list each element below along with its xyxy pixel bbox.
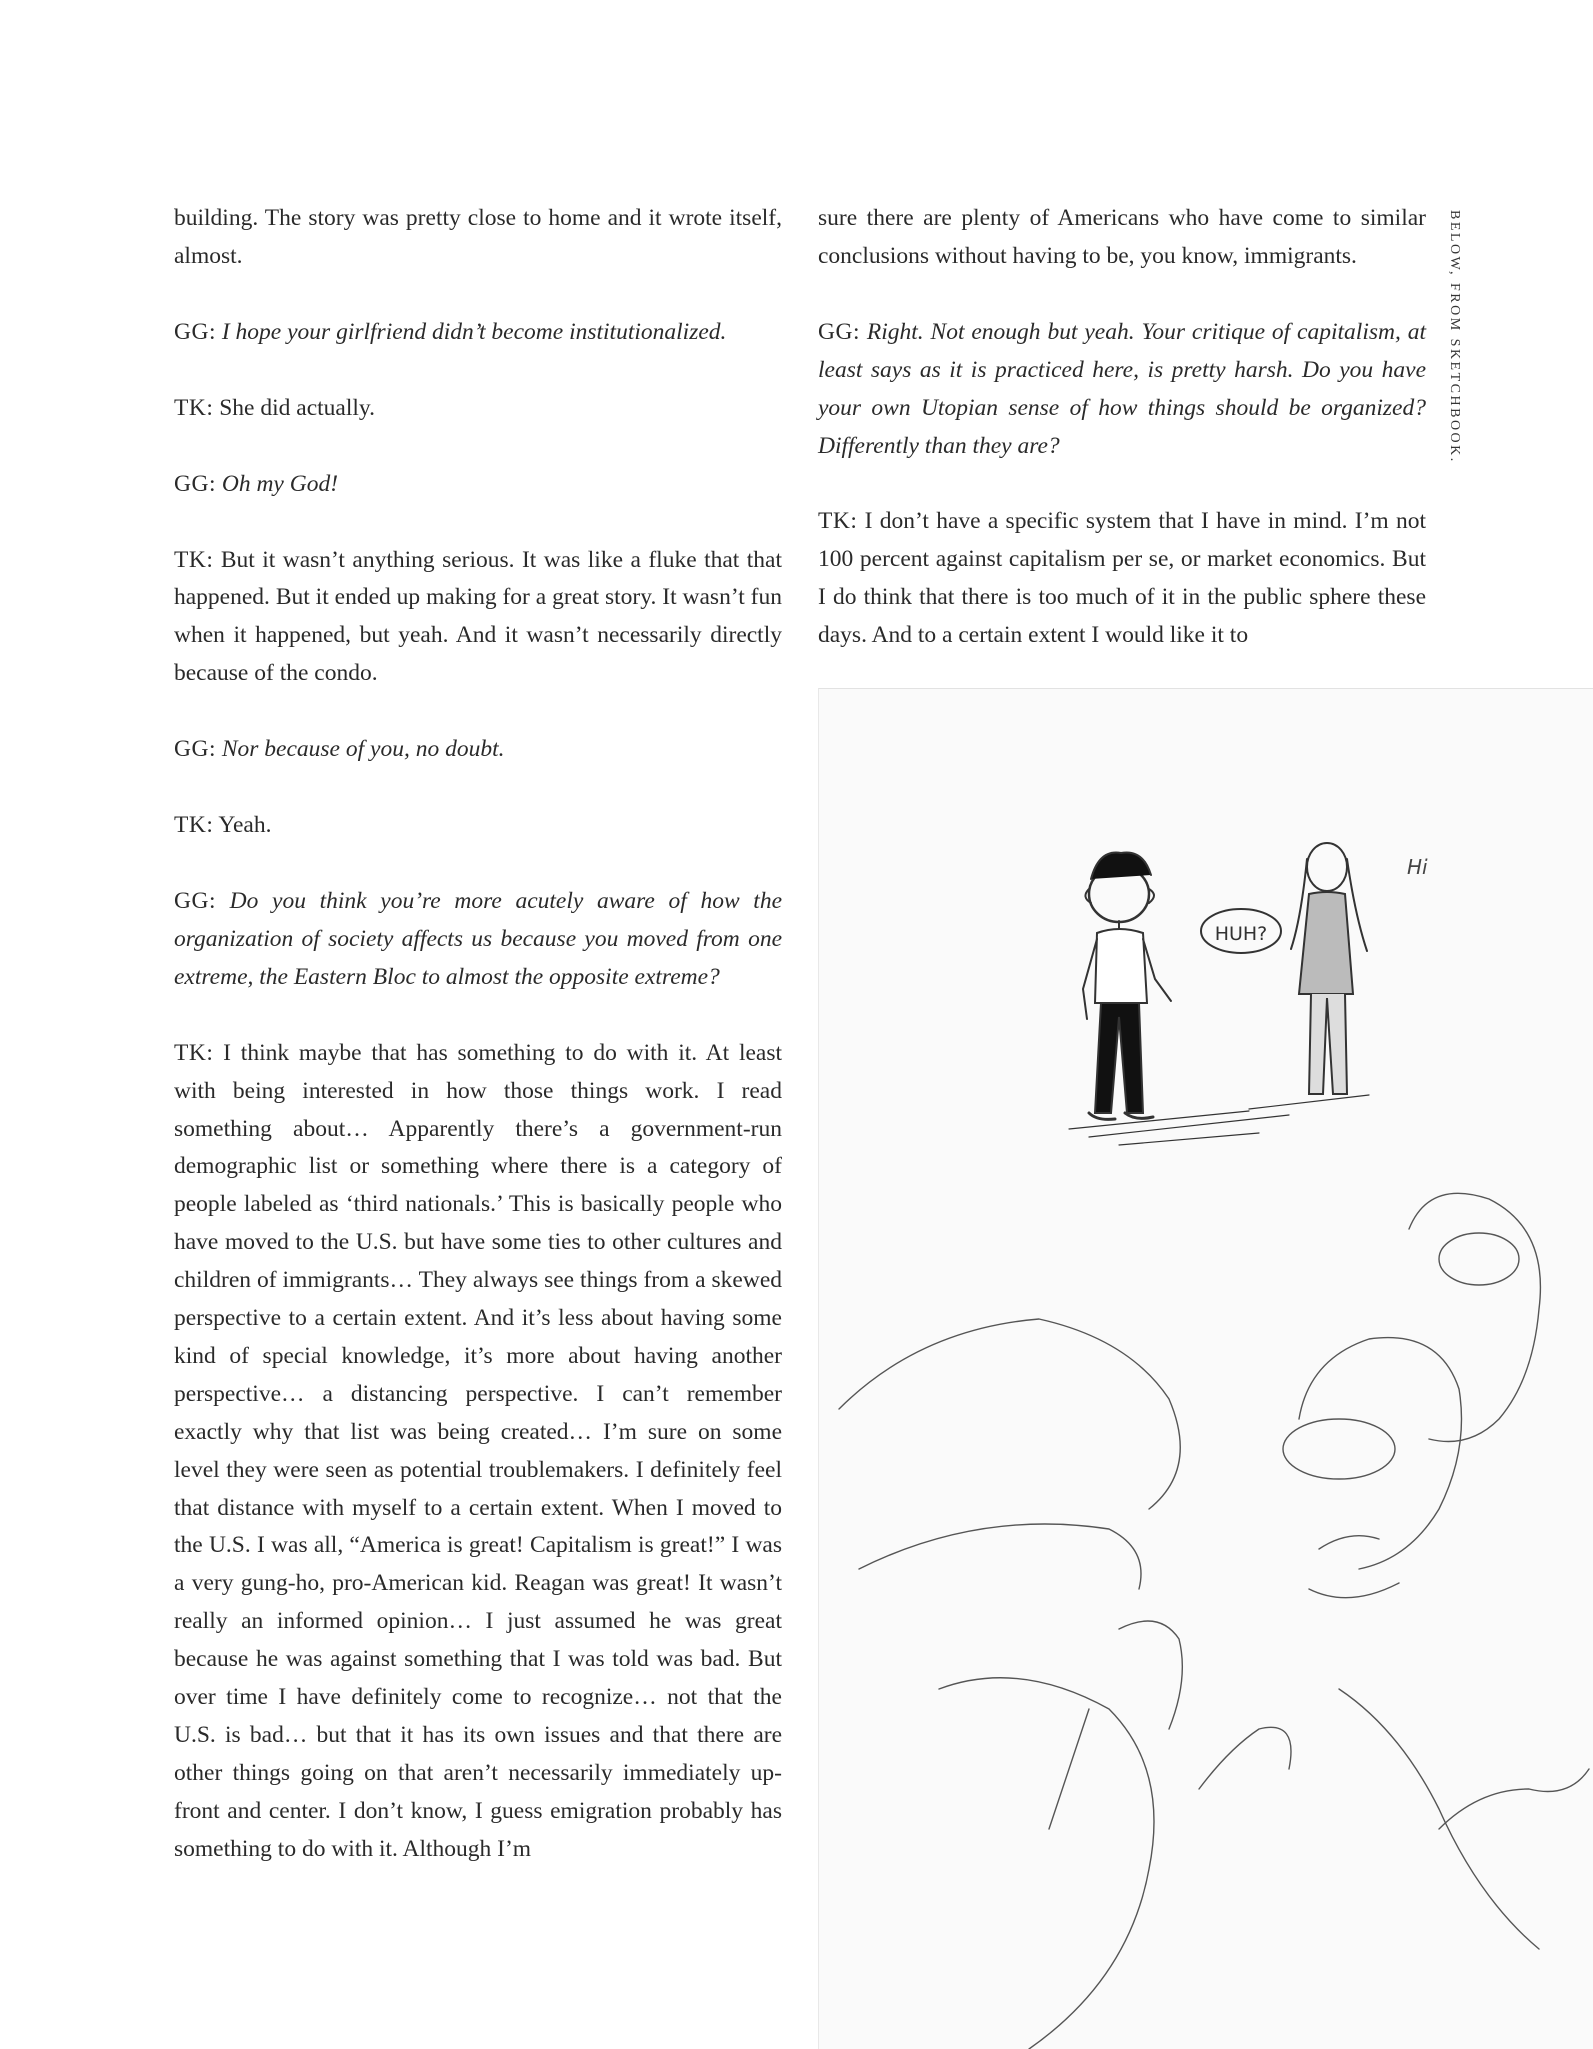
question-text: Nor because of you, no doubt. [221,736,505,763]
paragraph [174,807,782,845]
question-text: I hope your girlfriend didn’t become institutionalized. [221,318,727,345]
paragraph [818,314,1426,466]
answer-text: I think maybe that has something to do with it. At least with being interested in how those things work. I read something about… Apparently there’s a government-run demographic list or something where there is a category of people labeled as ‘third nationals.’ This is basically people who have moved to the U.S. but have some ties to other cultures and children of immigrants… They always see things from a skewed perspective to a certain extent. And it’s less about having some kind of special knowledge, it’s more about having another perspective… a distancing perspective. I can’t remember exactly why that list was being created… I’m sure on some level they were seen as potential troublemakers. I definitely feel that distance with myself to a certain extent. When I moved to the U.S. I was all, “America is great! Capitalism is great!” I was a very gung-ho, pro-American kid. Reagan was great! It wasn’t really an informed opinion… I just assumed he was great because he was against something that I was told was bad. But over time I have definitely come to recognize… not that the U.S. is bad… but that it has its own issues and that there are other things going on that aren’t necessarily immediately up-front and center. I don’t know, I guess emigration probably has something to do with it. Although I’m [174,1039,783,1862]
left-text-column [174,200,782,1907]
speaker-label: GG: [818,318,860,345]
pencil-sketch-men [839,1193,1589,2049]
sketchbook-caption: BELOW, FROM SKETCHBOOK. [1447,210,1462,464]
girl-head [1307,843,1347,891]
paragraph [174,390,782,428]
paragraph [174,314,782,352]
question-text: Right. Not enough but yeah. Your critique of capitalism, at least says as it is practiced here, is pretty harsh. Do you have your own Utopian sense of how things should be organized? Differently than they are? [818,318,1427,459]
paragraph [174,1035,782,1869]
answer-text: Yeah. [218,812,272,839]
paragraph [174,731,782,769]
paragraph [174,542,782,694]
speaker-label: TK: [174,812,214,839]
speech-bubble-text: HUH? [1214,923,1268,945]
paragraph [174,466,782,504]
speaker-label: TK: [174,394,214,421]
paragraph [818,503,1426,655]
speaker-label: TK: [818,508,858,535]
answer-text: But it wasn’t anything serious. It was like a fluke that that happened. But it ended up making for a great story. It wasn’t fun when it happened, but yeah. And it wasn’t necessarily directly because of the condo. [174,546,782,687]
speaker-label: GG: [174,318,216,345]
answer-text: She did actually. [219,394,375,421]
boy-pants [1095,1003,1143,1113]
boy-ears [1085,889,1154,903]
boy-shirt [1095,929,1147,1003]
sketchbook-illustration [818,688,1593,2049]
girl-dress [1299,892,1353,994]
greeting-text: Hi [1407,855,1428,879]
sketch-drawing [819,689,1593,2049]
question-text: Do you think you’re more acutely aware of how the organization of society affects us because you moved from one extreme, the Eastern Bloc to almost the opposite extreme? [174,887,783,990]
speaker-label: TK: [174,1039,214,1066]
answer-text: I don’t have a specific system that I have in mind. I’m not 100 percent against capitalism per se, or market economics. But I do think that there is too much of it in the public sphere these days. And to a certain extent I would like it to [818,508,1426,649]
question-text: Oh my God! [221,470,339,497]
girl-legs [1309,994,1347,1094]
paragraph: sure there are plenty of Americans who have come to similar conclusions without having to be, you know, immigrants. [818,205,1426,269]
paragraph [174,883,782,997]
boy-hair [1091,852,1151,879]
speaker-label: GG: [174,887,216,914]
speaker-label: GG: [174,736,216,763]
right-text-column [818,200,1426,693]
speaker-label: GG: [174,470,216,497]
speaker-label: TK: [174,546,214,573]
paragraph: building. The story was pretty close to home and it wrote itself, almost. [174,205,782,269]
